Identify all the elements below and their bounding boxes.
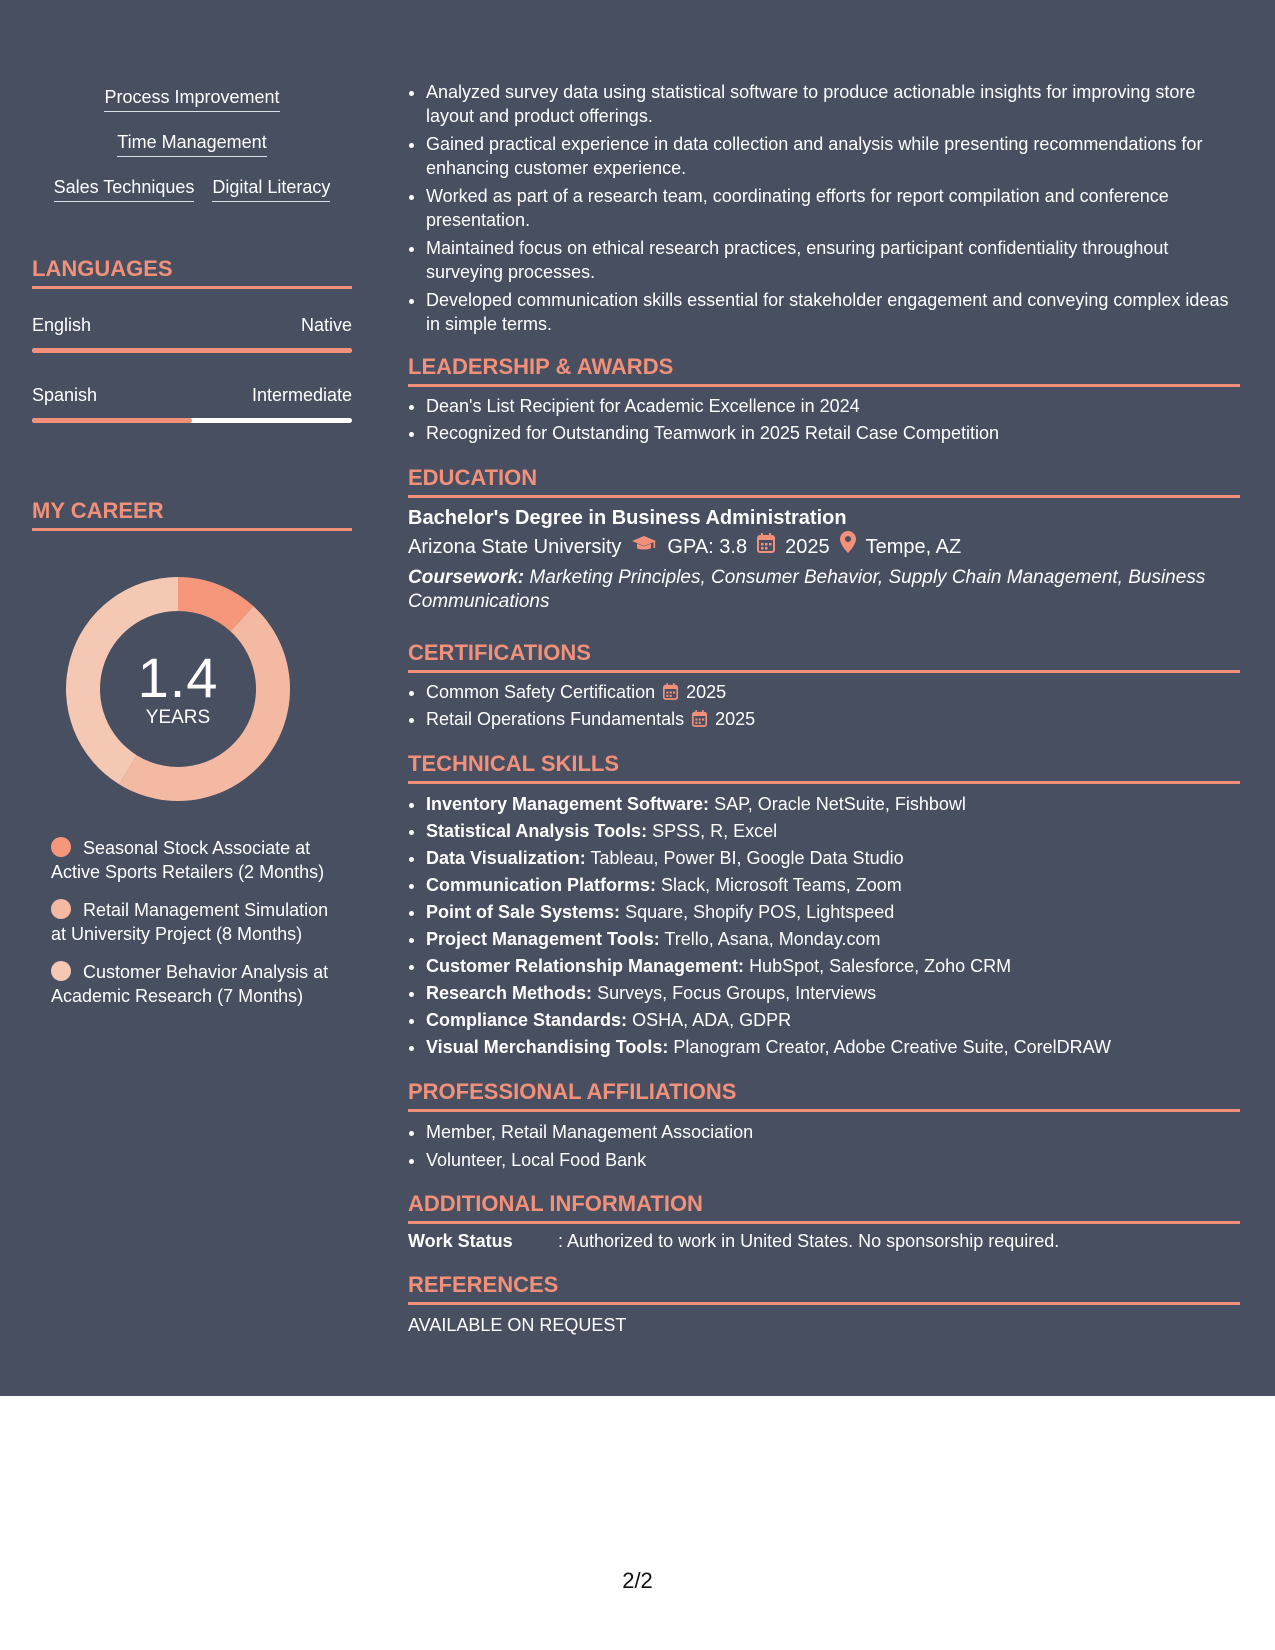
references-text: AVAILABLE ON REQUEST [408, 1315, 627, 1335]
experience-bullet: • Developed communication skills essential for stakeholder engagement and conveying complex ideas in simple terms. [426, 288, 1240, 336]
leadership-item: • Dean's List Recipient for Academic Excellence in 2024 [426, 394, 1240, 418]
certification-name: • Common Safety Certification [426, 682, 656, 702]
technical-skill-label: Customer Relationship Management: [426, 956, 745, 976]
additional-info-title: ADDITIONAL INFORMATION [408, 1191, 1240, 1224]
skill-tag: Process Improvement [104, 86, 279, 112]
references-title: REFERENCES [408, 1272, 1240, 1305]
affiliations-title: PROFESSIONAL AFFILIATIONS [408, 1079, 1240, 1112]
page-number: 2/2 [622, 1568, 653, 1593]
education-gpa: GPA: 3.8 [667, 535, 748, 558]
donut-center [66, 577, 290, 801]
technical-skill-label: Project Management Tools: [426, 929, 660, 949]
certification-year: 2025 [686, 682, 727, 702]
skill-tag: Time Management [117, 131, 266, 157]
career-title: MY CAREER [32, 498, 352, 531]
technical-skills-list [408, 792, 1240, 1059]
technical-skill-value: Tableau, Power BI, Google Data Studio [590, 848, 904, 868]
affiliation-item: • Member, Retail Management Association [426, 1120, 1240, 1144]
technical-skill-label: Visual Merchandising Tools: [426, 1037, 669, 1057]
technical-skill-value: Square, Shopify POS, Lightspeed [625, 902, 895, 922]
skill-row [32, 131, 352, 157]
education-details [408, 531, 1240, 562]
career-dot [51, 899, 71, 919]
career-unit: YEARS [145, 707, 211, 728]
career-list [51, 836, 341, 1022]
location-pin-icon [840, 531, 856, 562]
technical-skill-item [426, 954, 1240, 978]
calendar-icon [757, 532, 775, 562]
experience-bullets [408, 80, 1240, 336]
experience-bullet: • Gained practical experience in data collection and analysis while presenting recommendations for enhancing customer experience. [426, 132, 1240, 180]
technical-skill-value: OSHA, ADA, GDPR [632, 1010, 792, 1030]
technical-skill-value: SPSS, R, Excel [652, 821, 778, 841]
technical-skill-label: Data Visualization: [426, 848, 586, 868]
technical-skill-item [426, 1035, 1240, 1059]
experience-bullet: • Analyzed survey data using statistical software to produce actionable insights for improving store layout and product offerings. [426, 80, 1240, 128]
coursework-text: Marketing Principles, Consumer Behavior, Supply Chain Management, Business Communications [408, 567, 1206, 612]
calendar-icon [692, 707, 707, 731]
technical-skill-value: Trello, Asana, Monday.com [664, 929, 881, 949]
certification-item [426, 707, 1240, 731]
graduation-cap-icon [631, 532, 657, 562]
experience-bullet: • Maintained focus on ethical research practices, ensuring participant confidentiality throughout surveying processes. [426, 236, 1240, 284]
technical-skill-label: Communication Platforms: [426, 875, 657, 895]
language-bar-fill [32, 418, 192, 423]
technical-skill-value: Slack, Microsoft Teams, Zoom [661, 875, 902, 895]
technical-skill-item [426, 900, 1240, 924]
technical-skill-value: HubSpot, Salesforce, Zoho CRM [749, 956, 1012, 976]
education-degree: Bachelor's Degree in Business Administration [408, 507, 847, 529]
technical-skill-item [426, 873, 1240, 897]
technical-skill-label: Point of Sale Systems: [426, 902, 621, 922]
technical-skill-label: Statistical Analysis Tools: [426, 821, 648, 841]
career-item-text: Retail Management Simulation at University Project (8 Months) [51, 900, 329, 944]
leadership-title: LEADERSHIP & AWARDS [408, 354, 1240, 387]
experience-bullet: • Worked as part of a research team, coordinating efforts for report compilation and conference presentation. [426, 184, 1240, 232]
education-school: Arizona State University [408, 535, 622, 558]
career-donut-chart [66, 577, 290, 801]
leadership-item: • Recognized for Outstanding Teamwork in 2025 Retail Case Competition [426, 421, 1240, 445]
career-item-text: Seasonal Stock Associate at Active Sports Retailers (2 Months) [51, 838, 325, 882]
coursework-label: Coursework: [408, 567, 525, 588]
language-bar [32, 348, 352, 353]
education-entry [408, 505, 1240, 614]
affiliation-item: • Volunteer, Local Food Bank [426, 1148, 1240, 1172]
work-status-value: : Authorized to work in United States. No sponsorship required. [558, 1231, 1060, 1251]
certification-name: • Retail Operations Fundamentals [426, 709, 685, 729]
technical-skill-item [426, 1008, 1240, 1032]
technical-skill-value: Surveys, Focus Groups, Interviews [597, 983, 877, 1003]
career-item-text: Customer Behavior Analysis at Academic Research (7 Months) [51, 962, 329, 1006]
technical-skill-label: Research Methods: [426, 983, 593, 1003]
technical-skill-value: Planogram Creator, Adobe Creative Suite, CorelDRAW [673, 1037, 1111, 1057]
calendar-icon [663, 680, 678, 704]
career-total: 1.4 [137, 646, 219, 709]
work-status-label: Work Status [408, 1231, 513, 1251]
skill-row [32, 86, 352, 112]
certifications-list [408, 680, 1240, 731]
skill-tag: Digital Literacy [212, 176, 330, 202]
additional-info [408, 1229, 1240, 1253]
languages-title: LANGUAGES [32, 256, 352, 289]
technical-skill-label: Compliance Standards: [426, 1010, 628, 1030]
certifications-title: CERTIFICATIONS [408, 640, 1240, 673]
language-item [32, 314, 352, 353]
technical-skill-label: Inventory Management Software: [426, 794, 710, 814]
skills-tags [32, 86, 352, 221]
affiliations-list [408, 1120, 1240, 1172]
education-location: Tempe, AZ [865, 535, 962, 558]
education-year: 2025 [785, 535, 830, 558]
skill-row [32, 176, 352, 202]
language-level: Intermediate [251, 385, 352, 405]
career-item [51, 960, 341, 1008]
education-title: EDUCATION [408, 465, 1240, 498]
technical-skill-item [426, 981, 1240, 1005]
certification-year: 2025 [715, 709, 756, 729]
technical-skill-item [426, 819, 1240, 843]
language-bar-fill [32, 348, 352, 353]
career-dot [51, 961, 71, 981]
career-dot [51, 837, 71, 857]
technical-skills-title: TECHNICAL SKILLS [408, 751, 1240, 784]
technical-skill-item [426, 846, 1240, 870]
language-item [32, 384, 352, 423]
leadership-list [408, 394, 1240, 445]
language-level: Native [300, 315, 352, 335]
technical-skill-item [426, 792, 1240, 816]
language-name: Spanish [32, 385, 98, 405]
technical-skill-value: SAP, Oracle NetSuite, Fishbowl [714, 794, 966, 814]
language-bar [32, 418, 352, 423]
education-coursework [408, 566, 1240, 614]
career-item [51, 836, 341, 884]
certification-item [426, 680, 1240, 704]
skill-tag: Sales Techniques [54, 176, 195, 202]
career-item [51, 898, 341, 946]
language-name: English [32, 315, 92, 335]
technical-skill-item [426, 927, 1240, 951]
